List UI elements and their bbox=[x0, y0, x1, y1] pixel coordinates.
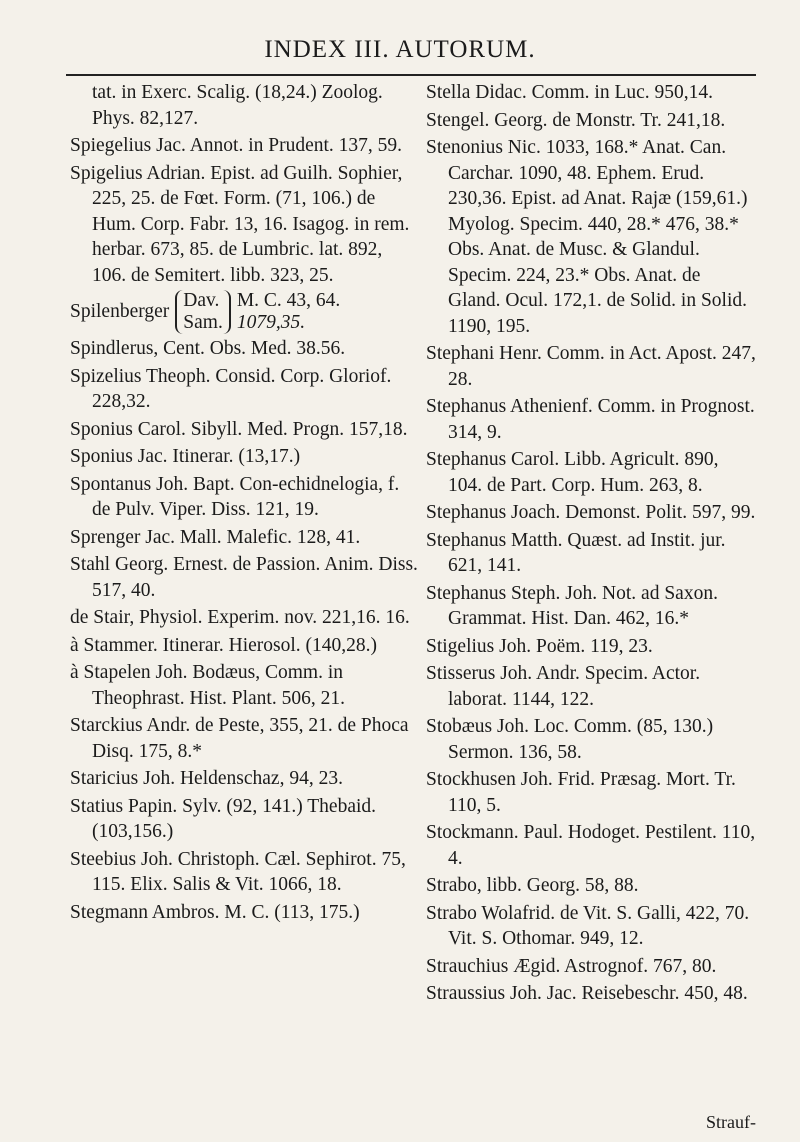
index-entry: Stockmann. Paul. Hodoget. Pestilent. 110, 4. bbox=[426, 822, 756, 869]
index-entry: à Stammer. Itinerar. Hierosol. (140,28.) bbox=[70, 634, 378, 656]
index-entry: Stella Didac. Comm. in Luc. 950,14. bbox=[426, 82, 714, 103]
index-entry: Stobæus Joh. Loc. Comm. (85, 130.) Sermon. 136, 58. bbox=[426, 716, 714, 763]
index-entry: Stephanus Matth. Quæst. ad Instit. jur. 621, 141. bbox=[426, 529, 726, 576]
index-entry bbox=[70, 290, 418, 334]
index-entry: Stisserus Joh. Andr. Specim. Actor. laborat. 1144, 122. bbox=[426, 663, 701, 710]
index-entry: tat. in Exerc. Scalig. (18,24.) Zoolog. Phys. 82,127. bbox=[92, 82, 383, 129]
index-entry: Spizelius Theoph. Consid. Corp. Gloriof. 228,32. bbox=[70, 365, 392, 412]
brace-group bbox=[175, 290, 231, 334]
index-entry: Stephanus Carol. Libb. Agricult. 890, 104. de Part. Corp. Hum. 263, 8. bbox=[426, 449, 719, 496]
index-entry: Stephanus Joach. Demonst. Polit. 597, 99. bbox=[426, 502, 756, 523]
brace-bottom: Sam. bbox=[183, 312, 223, 333]
index-entry: Sponius Carol. Sibyll. Med. Progn. 157,18. bbox=[70, 418, 408, 440]
index-entry: Strabo Wolafrid. de Vit. S. Galli, 422, 70. Vit. S. Othomar. 949, 12. bbox=[426, 902, 750, 949]
index-entry: Straussius Joh. Jac. Reisebeschr. 450, 48. bbox=[426, 983, 748, 1004]
index-entry: Steebius Joh. Christoph. Cæl. Sephirot. 75, 115. Elix. Salis & Vit. 1066, 18. bbox=[70, 848, 406, 895]
index-entry: Stahl Georg. Ernest. de Passion. Anim. Diss. 517, 40. bbox=[70, 554, 418, 601]
brace-refs bbox=[237, 290, 340, 334]
entry-name: Spilenberger bbox=[70, 301, 170, 323]
index-entry: Stengel. Georg. de Monstr. Tr. 241,18. bbox=[426, 109, 726, 131]
catchword: Strauf- bbox=[706, 1112, 756, 1132]
index-entry: Spontanus Joh. Bapt. Con-echidnelogia, f. de Pulv. Viper. Diss. 121, 19. bbox=[70, 473, 400, 520]
brace-bottom-ref: 1079,35. bbox=[236, 312, 306, 333]
index-entry: Strauchius Ægid. Astrognof. 767, 80. bbox=[426, 955, 717, 977]
brace-top-ref: M. C. 43, 64. bbox=[236, 290, 341, 311]
index-entry: Spindlerus, Cent. Obs. Med. 38.56. bbox=[70, 338, 346, 359]
index-entry: Sponius Jac. Itinerar. (13,17.) bbox=[70, 446, 301, 467]
index-entry: Starckius Andr. de Peste, 355, 21. de Phoca Disq. 175, 8.* bbox=[70, 715, 409, 762]
index-entry: Stockhusen Joh. Frid. Præsag. Mort. Tr. 110, 5. bbox=[426, 769, 736, 816]
index-entry: Statius Papin. Sylv. (92, 141.) Thebaid. (103,156.) bbox=[70, 795, 377, 842]
brace-top: Dav. bbox=[183, 290, 220, 311]
right-column bbox=[426, 80, 756, 1009]
index-entry: Stenonius Nic. 1033, 168.* Anat. Can. Carchar. 1090, 48. Ephem. Erud. 230,36. Epist. ad Anat. Rajæ (159,61.) Myolog. Specim. 440, 28.* 476, 38.* Obs. Anat. de Musc. & Glandul. Specim. 224, 23.* Obs. Anat. de Gland. Ocul. 172,1. de Solid. in Solid. 1190, 195. bbox=[426, 137, 748, 337]
header-rule bbox=[66, 74, 756, 76]
index-entry: Stigelius Joh. Poëm. 119, 23. bbox=[426, 635, 653, 657]
index-entry: Staricius Joh. Heldenschaz, 94, 23. bbox=[70, 768, 343, 789]
index-entry: Stephanus Steph. Joh. Not. ad Saxon. Grammat. Hist. Dan. 462, 16.* bbox=[426, 582, 718, 629]
left-column bbox=[70, 80, 418, 927]
index-entry: Sprenger Jac. Mall. Malefic. 128, 41. bbox=[70, 526, 361, 548]
index-entry: Spigelius Adrian. Epist. ad Guilh. Sophier, 225, 25. de Fœt. Form. (71, 106.) de Hum. Corp. Fabr. 13, 16. Isagog. in rem. herbar. 673, 85. de Lumbric. lat. 892, 106. de Semitert. libb. 323, 25. bbox=[70, 162, 410, 286]
index-entry: Spiegelius Jac. Annot. in Prudent. 137, 59. bbox=[70, 135, 403, 156]
index-entry: Strabo, libb. Georg. 58, 88. bbox=[426, 875, 639, 896]
page-header: INDEX III. AUTORUM. bbox=[264, 36, 536, 63]
index-entry: Stegmann Ambros. M. C. (113, 175.) bbox=[70, 901, 360, 923]
index-entry: à Stapelen Joh. Bodæus, Comm. in Theophrast. Hist. Plant. 506, 21. bbox=[70, 662, 345, 709]
index-entry: de Stair, Physiol. Experim. nov. 221,16. 16. bbox=[70, 607, 410, 628]
index-entry: Stephani Henr. Comm. in Act. Apost. 247, 28. bbox=[426, 343, 756, 390]
index-entry: Stephanus Athenienf. Comm. in Prognost. 314, 9. bbox=[426, 396, 755, 443]
